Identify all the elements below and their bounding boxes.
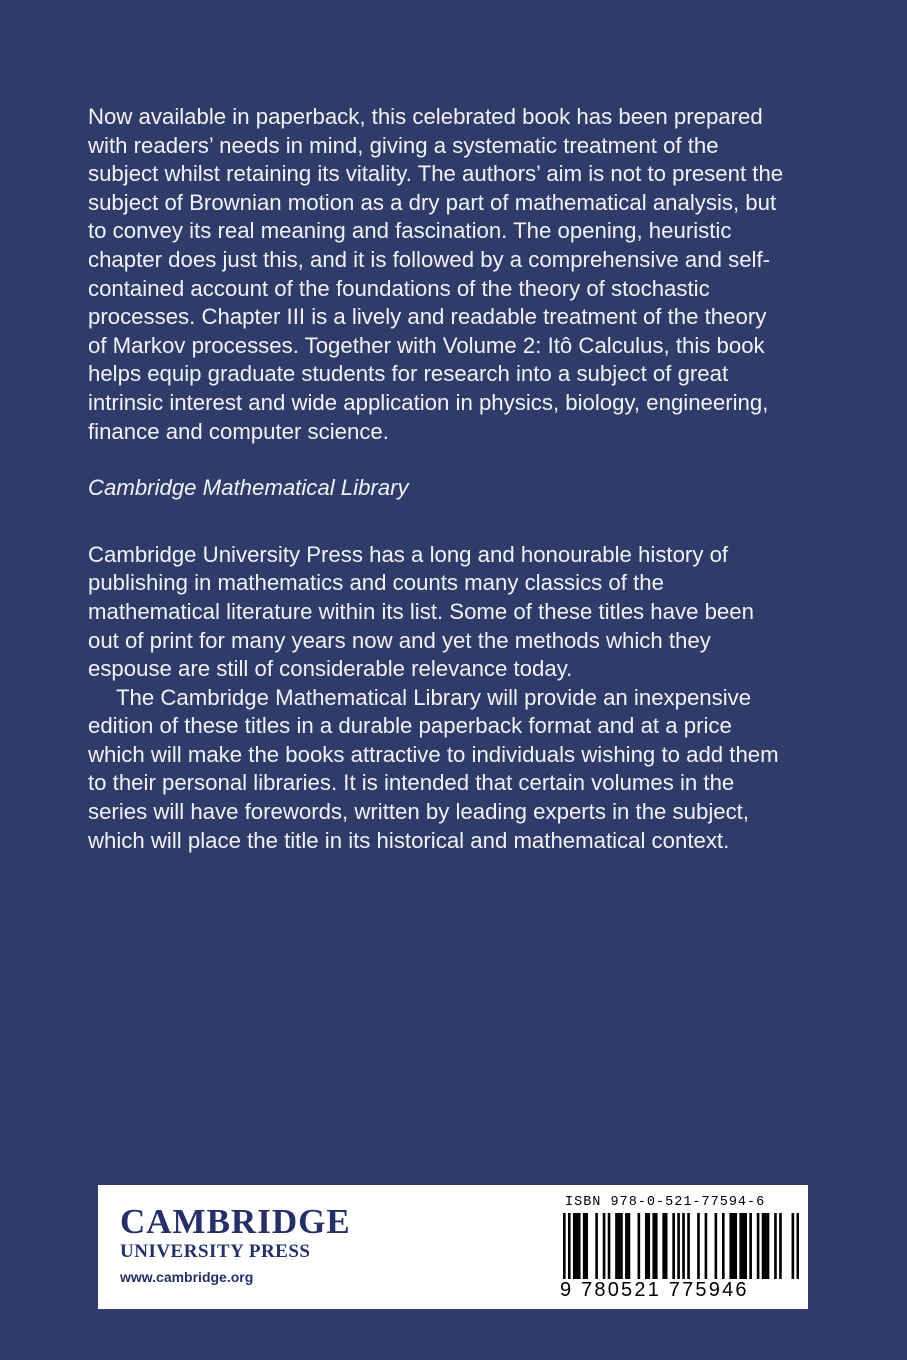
barcode-bar xyxy=(734,1213,737,1283)
barcode-bar xyxy=(645,1213,648,1283)
publisher-name: CAMBRIDGE xyxy=(120,1202,351,1241)
barcode-bar xyxy=(652,1213,655,1283)
barcode-bar xyxy=(603,1213,606,1283)
barcode-bar xyxy=(764,1213,767,1283)
barcode-bar xyxy=(563,1213,566,1283)
barcode-bar xyxy=(628,1213,631,1283)
barcode-bar xyxy=(732,1213,735,1283)
publisher-subname: UNIVERSITY PRESS xyxy=(120,1241,311,1262)
series-description-2: The Cambridge Mathematical Library will provide an inexpensive edition of these titles in a durable paperback format and at a price which will make the books attractive to individuals wishing to add them to their personal libraries. It is intended that certain volumes in the series will have forewords, written by leading experts in the subject, which will place the title in its historical and mathematical context. xyxy=(88,684,779,853)
barcode-bar xyxy=(672,1213,675,1283)
book-blurb: Now available in paperback, this celebrated book has been prepared with readers’ needs in mind, giving a systematic treatment of the subject whilst retaining its vitality. The authors’ aim is not to present the subject of Brownian motion as a dry part of mathematical analysis, but to convey its real meaning and fascination. The opening, heuristic chapter does just this, and it is followed by a comprehensive and self-contained account of the foundations of the theory of stochastic processes. Chapter III is a lively and readable treatment of the theory of Markov processes. Together with Volume 2: Itô Calculus, this book helps equip graduate students for research into a subject of great intrinsic interest and wide application in physics, biology, engineering, finance and computer science. xyxy=(88,104,784,444)
barcode-bar xyxy=(705,1213,708,1283)
barcode-bar xyxy=(682,1213,685,1283)
barcode-bar xyxy=(662,1213,665,1283)
barcode-bar xyxy=(620,1213,623,1283)
isbn-label: ISBN 978-0-521-77594-6 xyxy=(565,1195,766,1210)
back-cover-text xyxy=(88,103,788,855)
barcode-bar xyxy=(792,1213,795,1283)
barcode-digits: 9 780521 775946 xyxy=(560,1279,800,1302)
barcode-icon xyxy=(563,1213,799,1283)
barcode-bar xyxy=(757,1213,760,1283)
barcode-bar xyxy=(583,1213,586,1283)
barcode-bar xyxy=(774,1213,777,1283)
publisher-url: www.cambridge.org xyxy=(120,1269,254,1285)
barcode-bar xyxy=(615,1213,618,1283)
barcode-bar xyxy=(677,1213,680,1283)
barcode-bar xyxy=(578,1213,581,1283)
barcode-bar xyxy=(739,1213,742,1283)
barcode-bar xyxy=(779,1213,782,1283)
barcode-bar xyxy=(575,1213,578,1283)
barcode-bar xyxy=(729,1213,732,1283)
barcode-bar xyxy=(715,1213,718,1283)
barcode-bar xyxy=(697,1213,700,1283)
publisher-logo xyxy=(120,1203,351,1285)
barcode-bar xyxy=(797,1213,799,1283)
barcode-bar xyxy=(647,1213,650,1283)
barcode-bar xyxy=(687,1213,690,1283)
barcode-bar xyxy=(762,1213,765,1283)
barcode-bar xyxy=(767,1213,770,1283)
barcode-bar xyxy=(638,1213,641,1283)
barcode-bar xyxy=(618,1213,621,1283)
barcode-bar xyxy=(585,1213,588,1283)
barcode-bar xyxy=(655,1213,658,1283)
publisher-barcode-box xyxy=(98,1185,808,1309)
barcode-bar xyxy=(742,1213,745,1283)
barcode-bar xyxy=(568,1213,571,1283)
barcode-bar xyxy=(608,1213,611,1283)
barcode-bar xyxy=(744,1213,747,1283)
barcode-bar xyxy=(722,1213,725,1283)
barcode-bar xyxy=(665,1213,668,1283)
barcode-bar xyxy=(573,1213,576,1283)
barcode-bar xyxy=(625,1213,628,1283)
barcode-bar xyxy=(749,1213,752,1283)
barcode-bar xyxy=(595,1213,598,1283)
series-title: Cambridge Mathematical Library xyxy=(88,475,409,501)
series-description-1: Cambridge University Press has a long and honourable history of publishing in mathematics and counts many classics of the mathematical literature within its list. Some of these titles have been out of print for many years now and yet the methods which they espouse are still of considerable relevance today. xyxy=(88,541,754,682)
